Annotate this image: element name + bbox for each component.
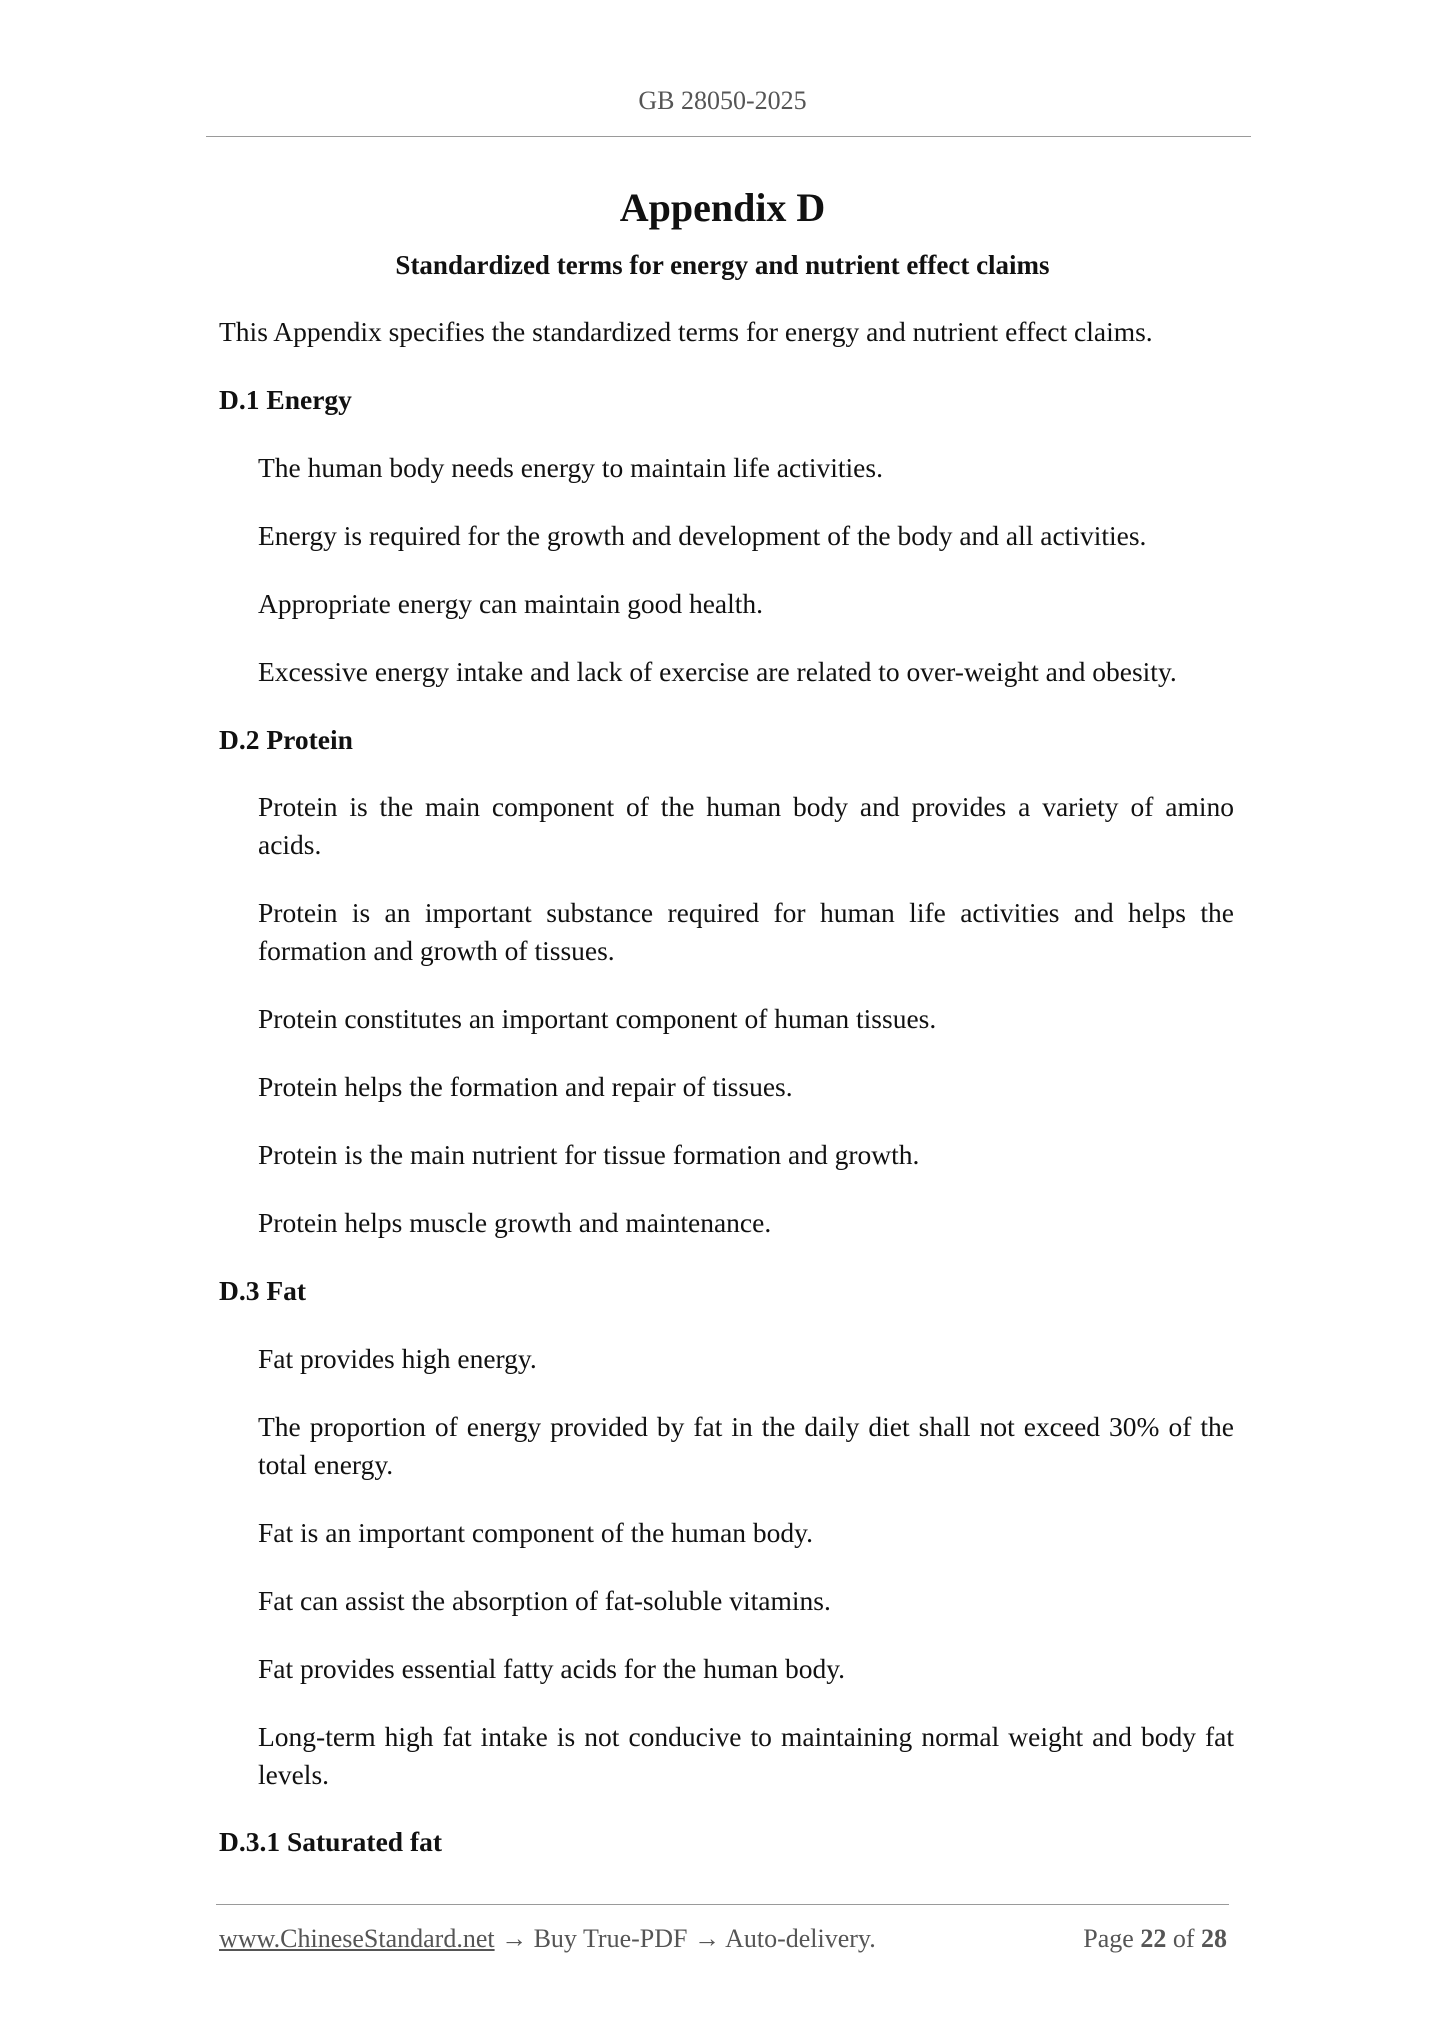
intro-paragraph: This Appendix specifies the standardized terms for energy and nutrient effect claims. <box>219 316 1153 347</box>
appendix-subtitle: Standardized terms for energy and nutrient effect claims <box>395 250 1050 280</box>
section-heading-fat: D.3 Fat <box>219 1275 307 1306</box>
section-heading-saturated-fat: D.3.1 Saturated fat <box>219 1826 443 1857</box>
current-page-number: 22 <box>1140 1924 1167 1953</box>
footer-divider <box>216 1904 1229 1905</box>
protein-paragraph: Protein constitutes an important component of human tissues. <box>258 1003 937 1034</box>
section-heading-energy: D.1 Energy <box>219 384 352 415</box>
fat-paragraph: Long-term high fat intake is not conducive to maintaining normal weight and body fat levels. <box>258 1721 1234 1790</box>
document-code-header: GB 28050-2025 <box>638 86 807 115</box>
protein-paragraph: Protein helps muscle growth and maintenance. <box>258 1207 772 1238</box>
arrow-right-icon: → <box>501 1924 528 1953</box>
page-label: Page <box>1083 1924 1134 1953</box>
appendix-title: Appendix D <box>619 185 826 230</box>
energy-paragraph: Energy is required for the growth and development of the body and all activities. <box>258 520 1147 551</box>
protein-paragraph: Protein helps the formation and repair of tissues. <box>258 1071 793 1102</box>
protein-paragraph: Protein is the main nutrient for tissue formation and growth. <box>258 1139 920 1170</box>
total-pages-number: 28 <box>1201 1924 1227 1953</box>
fat-paragraph: Fat can assist the absorption of fat-soluble vitamins. <box>258 1585 831 1616</box>
protein-paragraph: Protein is the main component of the human body and provides a variety of amino acids. <box>258 791 1234 860</box>
fat-paragraph: Fat provides essential fatty acids for the human body. <box>258 1653 846 1684</box>
arrow-right-icon: → <box>694 1924 720 1953</box>
page-counter <box>1083 1924 1227 1954</box>
header-divider <box>206 136 1251 137</box>
of-label: of <box>1172 1924 1195 1953</box>
fat-paragraph: The proportion of energy provided by fat in the daily diet shall not exceed 30% of the total energy. <box>258 1411 1234 1480</box>
buy-true-pdf-text: Buy True-PDF <box>533 1924 688 1953</box>
protein-paragraph: Protein is an important substance required for human life activities and helps the formation and growth of tissues. <box>258 897 1234 966</box>
chinesestandard-link[interactable]: www.ChineseStandard.net <box>219 1924 495 1953</box>
energy-paragraph: Appropriate energy can maintain good health. <box>258 588 764 619</box>
fat-paragraph: Fat is an important component of the human body. <box>258 1517 813 1548</box>
energy-paragraph: The human body needs energy to maintain life activities. <box>258 452 883 483</box>
footer-promo <box>219 1924 876 1954</box>
energy-paragraph: Excessive energy intake and lack of exercise are related to over-weight and obesity. <box>258 656 1177 687</box>
fat-paragraph: Fat provides high energy. <box>258 1343 537 1374</box>
auto-delivery-text: Auto-delivery. <box>725 1924 876 1953</box>
section-heading-protein: D.2 Protein <box>219 724 353 755</box>
